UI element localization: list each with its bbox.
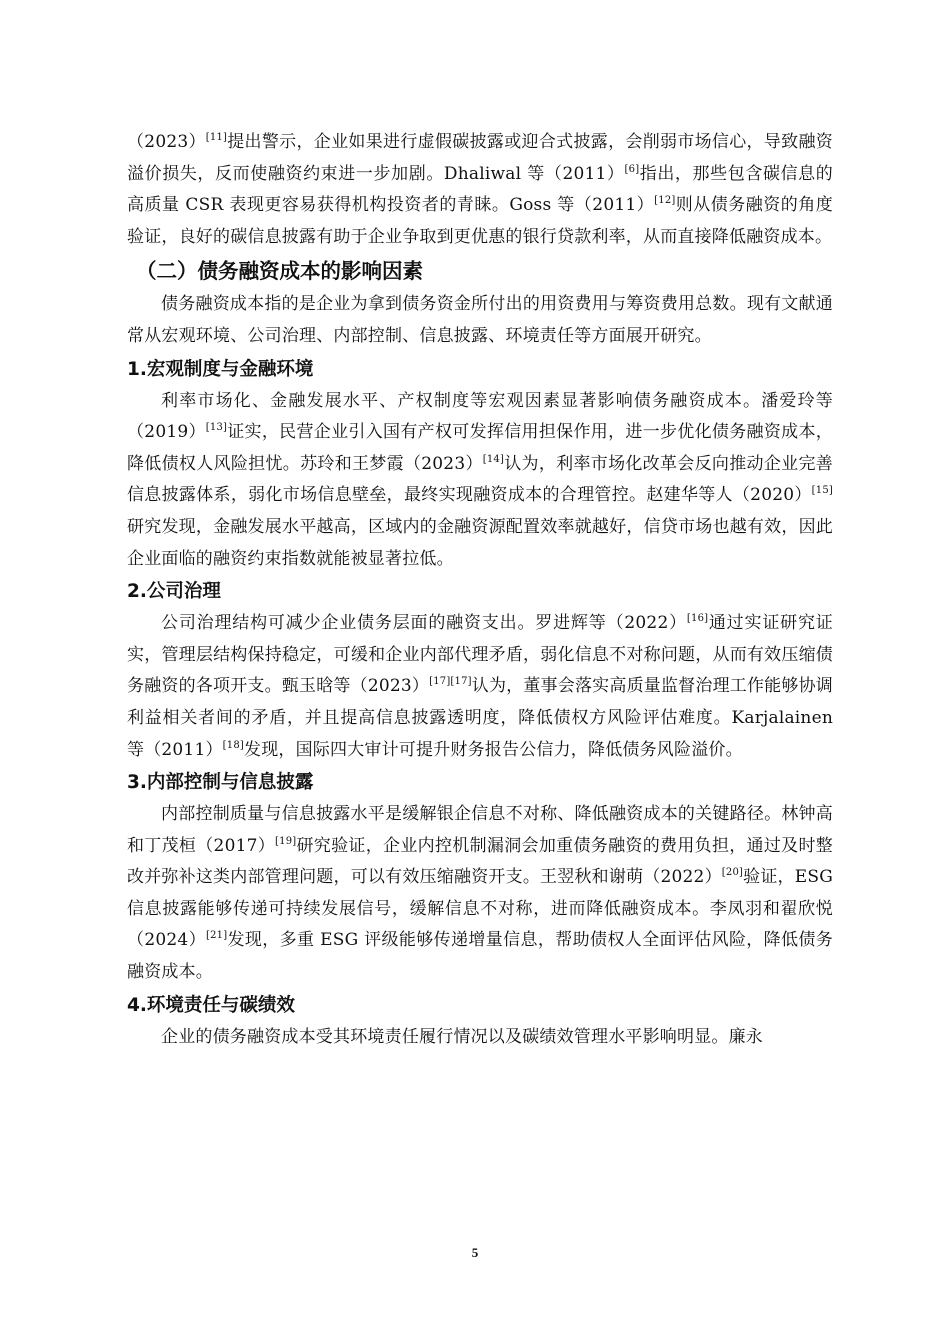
text-run: 内部控制质量与信息披露水平是缓解银企信息不对称、降低融资成本的关键路径。林钟高和丁茂桓（2017） (127, 804, 833, 856)
citation-marker: [19] (275, 835, 297, 847)
text-run: 通过实证研究证实，管理层结构保持稳定，可缓和企业内部代理矛盾，弱化信息不对称问题，从而有效压缩债务融资的各项开支。甄玉晗等（2023） (127, 613, 833, 697)
section-intro-paragraph (127, 289, 833, 352)
citation-marker: [13] (205, 422, 228, 434)
page-number: 5 (471, 1245, 479, 1260)
text-run: 发现，多重 ESG 评级能够传递增量信息，帮助债权人全面评估风险，降低债务融资成本。 (127, 930, 833, 983)
citation-marker: [17][17] (429, 676, 472, 688)
subsection-paragraph-macro (127, 386, 833, 576)
text-run: 研究验证，企业内控机制漏洞会加重债务融资的费用负担，通过及时整改并弥补这类内部管理问题，可以有效压缩融资开支。王翌秋和谢萌（2022） (127, 835, 834, 888)
subsection-paragraph-governance (127, 608, 833, 766)
subsection-heading-macro: 1.宏观制度与金融环境 (127, 358, 314, 380)
citation-marker: [18] (222, 739, 244, 751)
citation-marker: [12] (654, 195, 676, 207)
text-run: 公司治理结构可减少企业债务层面的融资支出。罗进辉等（2022） (161, 613, 687, 634)
text-run: 企业的债务融资成本受其环境责任履行情况以及碳绩效管理水平影响明显。廉永 (161, 1026, 763, 1047)
citation-marker: [20] (721, 867, 744, 879)
subsection-heading-environment: 4.环境责任与碳绩效 (127, 994, 295, 1016)
citation-marker: [15] (811, 485, 833, 497)
citation-marker: [6] (624, 163, 640, 175)
citation-marker: [14] (482, 453, 505, 465)
text-run: （2023） (127, 132, 206, 152)
section-heading: （二）债务融资成本的影响因素 (136, 259, 423, 284)
subsection-heading-internal-control: 3.内部控制与信息披露 (127, 772, 314, 794)
citation-marker: [16] (686, 613, 709, 625)
text-run: 提出警示，企业如果进行虚假碳披露或迎合式披露，会削弱市场信心，导致融资溢价损失，反而使融资约束进一步加剧。Dhaliwal 等（2011） (127, 132, 833, 184)
text-run: 证实，民营企业引入国有产权可发挥信用担保作用，进一步优化债务融资成本，降低债权人风险担忧。苏玲和王梦霞（2023） (127, 422, 833, 474)
text-run: 研究发现，金融发展水平越高，区域内的金融资源配置效率就越好，信贷市场也越有效，因此企业面临的融资约束指数就能被显著拉低。 (127, 516, 833, 569)
citation-marker: [11] (205, 132, 228, 143)
text-run: 认为，利率市场化改革会反向推动企业完善信息披露体系，弱化市场信息壁垒，最终实现融资成本的合理管控。赵建华等人（2020） (127, 453, 833, 506)
subsection-paragraph-internal-control (127, 799, 833, 989)
text-run: 发现，国际四大审计可提升财务报告公信力，降低债务风险溢价。 (244, 739, 743, 760)
text-run: 利率市场化、金融发展水平、产权制度等宏观因素显著影响债务融资成本。潘爱玲等（2019） (127, 390, 833, 443)
text-run: 指出，那些包含碳信息的高质量 CSR 表现更容易获得机构投资者的青睐。Goss 等（2011） (127, 163, 833, 216)
text-run: 则从债务融资的角度验证，良好的碳信息披露有助于企业争取到更优惠的银行贷款利率，从而直接降低融资成本。 (127, 195, 833, 247)
text-run: 验证，ESG 信息披露能够传递可持续发展信号，缓解信息不对称，进而降低融资成本。李凤羽和翟欣悦（2024） (127, 867, 833, 951)
subsection-paragraph-environment (127, 1022, 833, 1054)
text-run: 认为，董事会落实高质量监督治理工作能够协调利益相关者间的矛盾，并且提高信息披露透明度，降低债权方风险评估难度。Karjalainen 等（2011） (127, 676, 833, 760)
text-run: 债务融资成本指的是企业为拿到债务资金所付出的用资费用与筹资费用总数。现有文献通常从宏观环境、公司治理、内部控制、信息披露、环境责任等方面展开研究。 (127, 294, 833, 346)
page-body (127, 127, 833, 1053)
subsection-heading-governance: 2.公司治理 (127, 581, 221, 603)
citation-marker: [21] (205, 930, 228, 942)
paragraph-intro (127, 127, 833, 253)
